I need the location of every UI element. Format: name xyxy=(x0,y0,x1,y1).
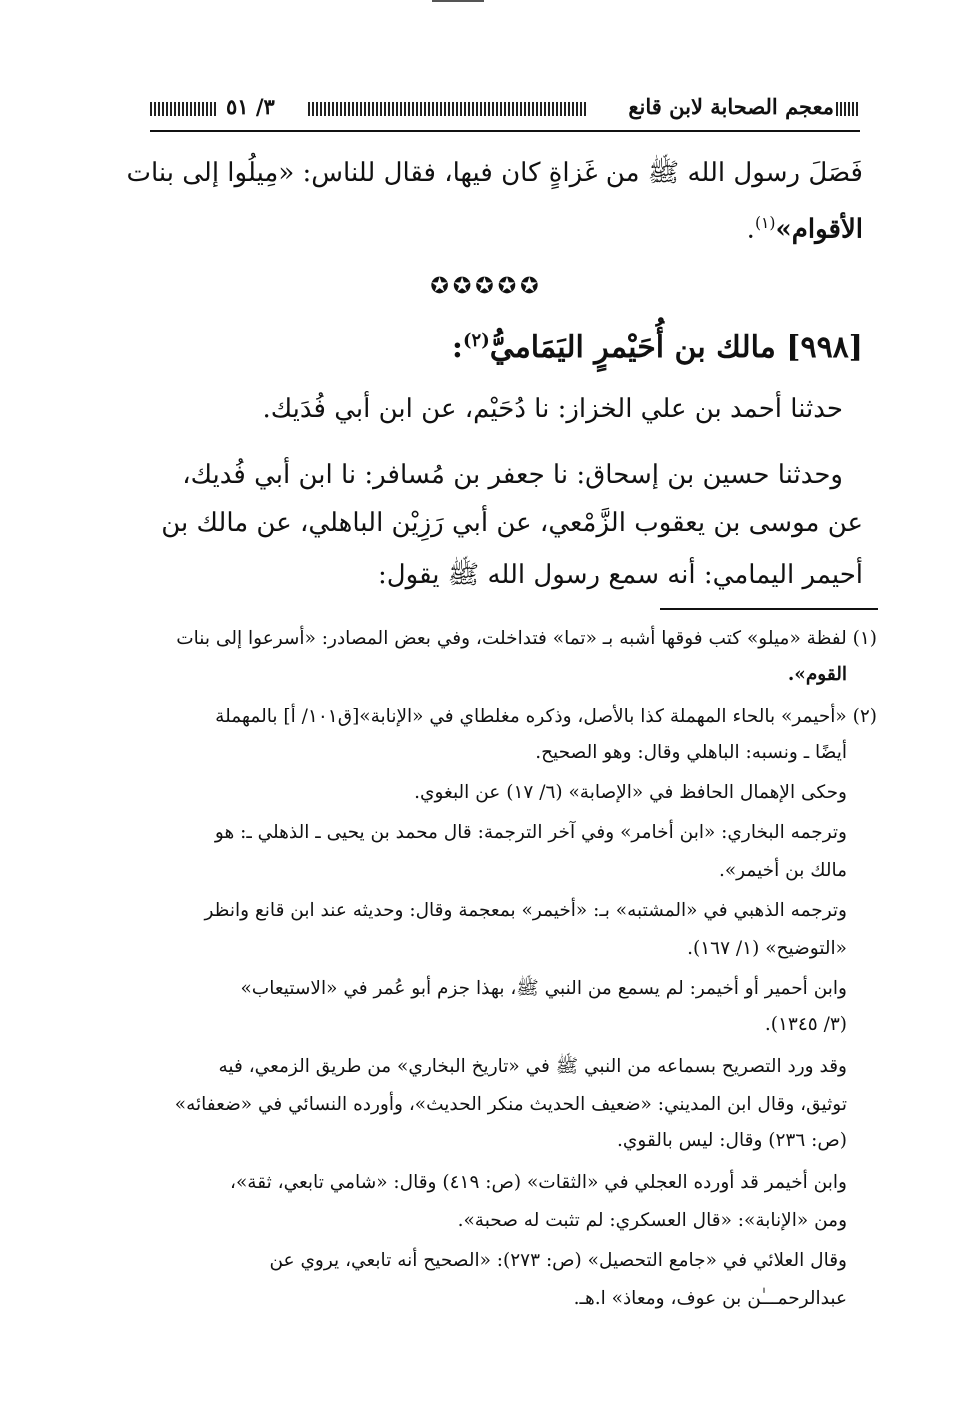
footnote-2-line-15: وقال العلائي في «جامع التحصيل» (ص: ٢٧٣): «الصحيح أنه تابعي، يروي عن xyxy=(269,1250,847,1271)
footnote-ref-2[interactable]: (٢) xyxy=(463,330,490,351)
footnote-2-line-13: وابن أخيمر قد أورده العجلي في «الثقات» (ص: ٤١٩) وقال: «شامي تابعي، ثقة»، xyxy=(230,1172,847,1193)
entry-title: [٩٩٨] مالك بن أُحَيْمرٍ اليَمَاميُّ xyxy=(489,330,863,365)
footnote-separator xyxy=(660,608,878,610)
header-page-number: ٣/ ٥١ xyxy=(226,94,275,119)
footnote-ref-1[interactable]: (١) xyxy=(754,214,776,232)
footnote-2-line-4: وترجمه البخاري: «ابن أخامر» وفي آخر الترجمة: قال محمد بن يحيى ـ الذهلي ـ: هو xyxy=(214,822,847,843)
isnad-line-3 xyxy=(148,510,863,536)
footnote-2-line-3: وحكى الإهمال الحافظ في «الإصابة» (٦/ ١٧) عن البغوي. xyxy=(414,782,847,803)
footnote-2-line-7: «التوضيح» (١/ ١٦٧). xyxy=(687,938,847,959)
section-separator: ✪✪✪✪✪ xyxy=(430,274,543,299)
heading-colon: : xyxy=(451,330,463,365)
isnad-line-2 xyxy=(128,462,843,488)
footnote-2-line-10: وقد ورد التصريح بسماعه من النبي ﷺ في «تاريخ البخاري» من طريق الزمعي، فيه xyxy=(218,1056,847,1077)
entry-heading xyxy=(452,330,863,365)
header-rule xyxy=(150,130,860,132)
quoted-phrase: الأقوام» xyxy=(775,214,863,245)
header-title: معجم الصحابة لابن قانع xyxy=(628,94,834,119)
isnad-line-4 xyxy=(148,562,863,588)
footnote-2-line-11: توثيق، وقال ابن المديني: «ضعيف الحديث منكر الحديث»، وأورده النسائي في «ضعفائه» xyxy=(174,1094,847,1115)
footnote-2-line-5: مالك بن أخيمر». xyxy=(718,860,847,881)
footnote-1-line-2: القوم». xyxy=(787,664,847,685)
footnote-2-line-8: وابن أحمير أو أخيمر: لم يسمع من النبي ﷺ، بهذا جزم أبو عُمر في «الاستيعاب» xyxy=(240,978,847,999)
footnote-2-line-9: (٣/ ١٣٤٥). xyxy=(764,1014,847,1035)
text-line: أحيمر اليمامي: أنه سمع رسول الله ﷺ يقول: xyxy=(378,560,863,590)
footnote-2-line-12: (ص: ٢٣٦) وقال: ليس بالقوي. xyxy=(617,1130,847,1151)
header-ornament-middle xyxy=(308,102,588,116)
isnad-line-1 xyxy=(128,396,843,422)
footnote-2-line-1: (٢) «أحيمر» بالحاء المهملة كذا بالأصل، وذكره مغلطاي في «الإنابة»[ق١٠١/ أ] بالمهملة xyxy=(215,706,877,727)
footnote-2-line-16: عبدالرحمـــٰن بن عوف، ومعاذ» ا.هـ. xyxy=(573,1288,847,1309)
period: . xyxy=(746,214,755,245)
text-line: حدثنا أحمد بن علي الخزاز: نا دُحَيْم، عن ابن أبي فُدَيك. xyxy=(262,394,843,424)
continuation-text xyxy=(126,158,863,188)
footnote-2-line-2: أيضًا ـ ونسبه: الباهلي وقال: وهو الصحيح. xyxy=(535,742,847,763)
text-line xyxy=(148,216,863,243)
text-line-1: فَصَلَ رسول الله ﷺ من غَزاةٍ كان فيها، فقال للناس: «مِيلُوا إلى بنات xyxy=(126,158,863,188)
footnote-2-line-14: ومن «الإنابة»: «قال العسكري: لم تثبت له صحبة». xyxy=(457,1210,847,1231)
header-ornament-left xyxy=(150,102,216,116)
header-ornament-right xyxy=(836,102,860,116)
text-line: عن موسى بن يعقوب الزَّمْعي، عن أبي رَزِيْن الباهلي، عن مالك بن xyxy=(161,508,863,538)
text-line xyxy=(126,158,863,188)
top-edge-mark xyxy=(432,0,484,2)
running-header xyxy=(150,94,860,126)
footnote-2-line-6: وترجمه الذهبي في «المشتبه» بـ: «أخيمر» بمعجمة وقال: وحديثه عند ابن قانع وانظر xyxy=(204,900,847,921)
continuation-text-2 xyxy=(148,216,863,243)
text-line: وحدثنا حسين بن إسحاق: نا جعفر بن مُسافر: نا ابن أبي فُديك، xyxy=(182,460,843,490)
footnote-1-line-1: (١) لفظة «ميلو» كتب فوقها أشبه بـ «تما» فتداخلت، وفي بعض المصادر: «أسرعوا إلى بنات xyxy=(176,628,877,649)
